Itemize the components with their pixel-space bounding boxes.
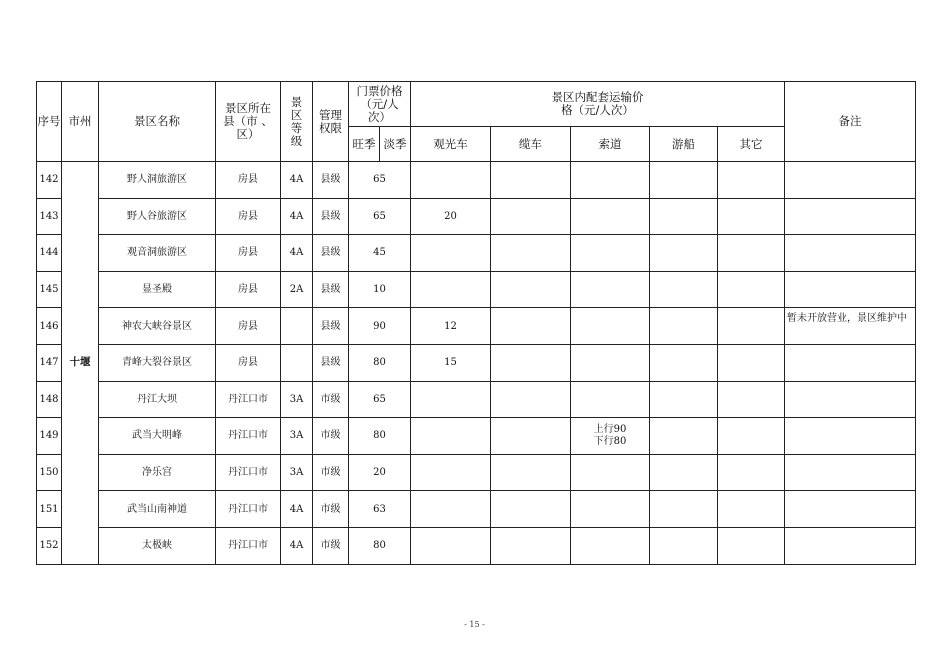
cell-other — [718, 308, 785, 345]
cell-grade — [281, 308, 313, 345]
cell-mgmt: 县级 — [313, 235, 349, 272]
cell-cable — [491, 308, 571, 345]
cell-county: 房县 — [216, 308, 281, 345]
cell-other — [718, 271, 785, 308]
header-transport-text: 景区内配套运输价格（元/人次） — [551, 90, 644, 117]
cell-boat — [650, 271, 718, 308]
header-off: 淡季 — [380, 127, 411, 162]
cell-ropeway: 上行90 下行80 — [571, 418, 650, 455]
cell-seq: 150 — [37, 454, 62, 491]
cell-county: 房县 — [216, 235, 281, 272]
header-other: 其它 — [718, 127, 785, 162]
cell-county: 丹江口市 — [216, 418, 281, 455]
header-grade-text: 景区等级 — [290, 94, 303, 148]
cell-seq: 148 — [37, 381, 62, 418]
cell-name: 野人谷旅游区 — [99, 198, 216, 235]
header-county — [216, 82, 281, 162]
cell-seq: 144 — [37, 235, 62, 272]
cell-boat — [650, 491, 718, 528]
header-boat: 游船 — [650, 127, 718, 162]
header-grade — [281, 82, 313, 162]
cell-note: 暂未开放营业，景区维护中 — [785, 308, 916, 345]
table-body — [37, 162, 916, 565]
cell-ropeway — [571, 454, 650, 491]
cell-cable — [491, 344, 571, 381]
cell-seq: 149 — [37, 418, 62, 455]
cell-cable — [491, 381, 571, 418]
cell-cable — [491, 271, 571, 308]
table-header — [37, 82, 916, 162]
cell-cable — [491, 198, 571, 235]
cell-county: 丹江口市 — [216, 381, 281, 418]
cell-cable — [491, 527, 571, 564]
table-row — [37, 162, 916, 199]
cell-grade: 3A — [281, 418, 313, 455]
cell-name: 净乐宫 — [99, 454, 216, 491]
cell-sightseeing — [411, 162, 491, 199]
cell-seq: 146 — [37, 308, 62, 345]
cell-name: 神农大峡谷景区 — [99, 308, 216, 345]
cell-mgmt: 县级 — [313, 162, 349, 199]
cell-cable — [491, 162, 571, 199]
table-row — [37, 235, 916, 272]
cell-name: 观音洞旅游区 — [99, 235, 216, 272]
cell-note — [785, 491, 916, 528]
cell-boat — [650, 418, 718, 455]
cell-sightseeing — [411, 527, 491, 564]
cell-cable — [491, 235, 571, 272]
cell-grade: 4A — [281, 198, 313, 235]
cell-grade: 4A — [281, 491, 313, 528]
cell-grade: 2A — [281, 271, 313, 308]
cell-note — [785, 418, 916, 455]
header-mgmt — [313, 82, 349, 162]
cell-seq: 152 — [37, 527, 62, 564]
cell-sightseeing — [411, 454, 491, 491]
cell-boat — [650, 381, 718, 418]
cell-sightseeing — [411, 491, 491, 528]
cell-county: 房县 — [216, 344, 281, 381]
cell-other — [718, 381, 785, 418]
cell-ticket-price: 65 — [349, 162, 411, 199]
cell-name: 显圣殿 — [99, 271, 216, 308]
header-city: 市州 — [62, 82, 99, 162]
cell-name: 武当山南神道 — [99, 491, 216, 528]
cell-cable — [491, 491, 571, 528]
table-row — [37, 308, 916, 345]
cell-note — [785, 527, 916, 564]
cell-name: 太极峡 — [99, 527, 216, 564]
cell-ropeway — [571, 162, 650, 199]
cell-boat — [650, 527, 718, 564]
cell-grade: 3A — [281, 454, 313, 491]
cell-sightseeing — [411, 418, 491, 455]
cell-ropeway — [571, 308, 650, 345]
header-note: 备注 — [785, 82, 916, 162]
cell-ticket-price: 80 — [349, 418, 411, 455]
cell-ticket-price: 65 — [349, 198, 411, 235]
cell-ropeway — [571, 271, 650, 308]
header-county-text: 景区所在县（市 、区） — [223, 101, 273, 141]
cell-county: 丹江口市 — [216, 491, 281, 528]
cell-ropeway — [571, 491, 650, 528]
cell-boat — [650, 198, 718, 235]
cell-mgmt: 县级 — [313, 198, 349, 235]
cell-county: 房县 — [216, 162, 281, 199]
cell-note — [785, 235, 916, 272]
table-row — [37, 381, 916, 418]
cell-mgmt: 市级 — [313, 418, 349, 455]
cell-ticket-price: 45 — [349, 235, 411, 272]
cell-ticket-price: 80 — [349, 527, 411, 564]
table-row — [37, 454, 916, 491]
cell-other — [718, 527, 785, 564]
cell-county: 丹江口市 — [216, 454, 281, 491]
cell-seq: 151 — [37, 491, 62, 528]
cell-ropeway — [571, 527, 650, 564]
cell-sightseeing — [411, 271, 491, 308]
cell-ticket-price: 90 — [349, 308, 411, 345]
cell-ropeway — [571, 344, 650, 381]
cell-seq: 143 — [37, 198, 62, 235]
header-cable: 缆车 — [491, 127, 571, 162]
cell-seq: 145 — [37, 271, 62, 308]
cell-ticket-price: 20 — [349, 454, 411, 491]
cell-other — [718, 162, 785, 199]
cell-other — [718, 344, 785, 381]
cell-cable — [491, 418, 571, 455]
cell-name: 武当大明峰 — [99, 418, 216, 455]
cell-note — [785, 198, 916, 235]
table-row — [37, 198, 916, 235]
cell-grade: 4A — [281, 162, 313, 199]
cell-ropeway — [571, 381, 650, 418]
cell-ropeway — [571, 198, 650, 235]
cell-seq: 142 — [37, 162, 62, 199]
cell-other — [718, 454, 785, 491]
cell-name: 丹江大坝 — [99, 381, 216, 418]
cell-boat — [650, 344, 718, 381]
cell-sightseeing — [411, 235, 491, 272]
cell-city: 十堰 — [62, 162, 99, 565]
cell-note — [785, 162, 916, 199]
cell-grade: 4A — [281, 235, 313, 272]
cell-other — [718, 235, 785, 272]
cell-county: 丹江口市 — [216, 527, 281, 564]
cell-grade: 4A — [281, 527, 313, 564]
cell-note — [785, 344, 916, 381]
table-row — [37, 491, 916, 528]
cell-ticket-price: 65 — [349, 381, 411, 418]
table-row — [37, 418, 916, 455]
table-row — [37, 271, 916, 308]
header-ticket — [349, 82, 411, 127]
cell-ticket-price: 63 — [349, 491, 411, 528]
cell-mgmt: 市级 — [313, 527, 349, 564]
scenic-price-table — [36, 81, 916, 565]
cell-county: 房县 — [216, 198, 281, 235]
cell-sightseeing: 15 — [411, 344, 491, 381]
cell-ticket-price: 10 — [349, 271, 411, 308]
cell-boat — [650, 162, 718, 199]
cell-sightseeing: 20 — [411, 198, 491, 235]
cell-seq: 147 — [37, 344, 62, 381]
cell-county: 房县 — [216, 271, 281, 308]
cell-mgmt: 县级 — [313, 344, 349, 381]
cell-note — [785, 454, 916, 491]
header-seq: 序号 — [37, 82, 62, 162]
cell-mgmt: 县级 — [313, 308, 349, 345]
header-ticket-text: 门票价格（元/人次） — [356, 83, 403, 124]
table-row — [37, 344, 916, 381]
cell-name: 青峰大裂谷景区 — [99, 344, 216, 381]
header-name: 景区名称 — [99, 82, 216, 162]
header-ropeway: 索道 — [571, 127, 650, 162]
cell-mgmt: 市级 — [313, 491, 349, 528]
table-row — [37, 527, 916, 564]
cell-grade — [281, 344, 313, 381]
cell-boat — [650, 454, 718, 491]
cell-grade: 3A — [281, 381, 313, 418]
cell-ticket-price: 80 — [349, 344, 411, 381]
header-peak: 旺季 — [349, 127, 380, 162]
cell-cable — [491, 454, 571, 491]
header-transport — [411, 82, 785, 127]
cell-mgmt: 市级 — [313, 454, 349, 491]
page-number: - 15 - — [464, 620, 485, 629]
cell-boat — [650, 308, 718, 345]
cell-note — [785, 381, 916, 418]
cell-mgmt: 市级 — [313, 381, 349, 418]
cell-mgmt: 县级 — [313, 271, 349, 308]
cell-sightseeing — [411, 381, 491, 418]
cell-other — [718, 491, 785, 528]
cell-other — [718, 418, 785, 455]
cell-sightseeing: 12 — [411, 308, 491, 345]
cell-other — [718, 198, 785, 235]
header-mgmt-text: 管理权限 — [319, 107, 342, 135]
header-sightseeing: 观光车 — [411, 127, 491, 162]
cell-ropeway — [571, 235, 650, 272]
cell-name: 野人洞旅游区 — [99, 162, 216, 199]
cell-note — [785, 271, 916, 308]
cell-boat — [650, 235, 718, 272]
